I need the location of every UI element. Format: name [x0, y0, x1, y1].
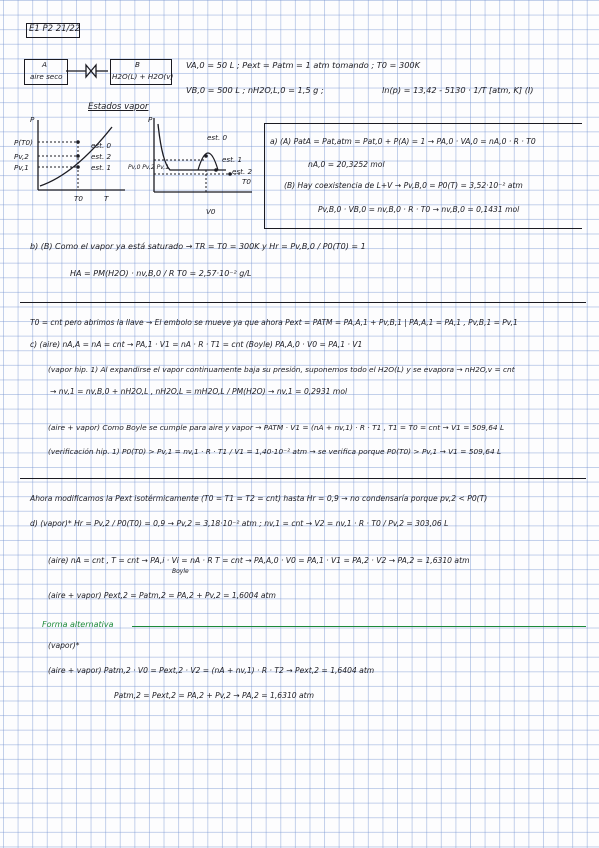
- part-d-boyle-note: Boyle: [172, 568, 189, 575]
- box-b-label: B: [135, 60, 140, 69]
- header-tag: E1 P2 21/22: [29, 24, 81, 34]
- left-graph-est-0: est. 0: [91, 141, 112, 150]
- part-d-line-4: (aire + vapor) Pext,2 = Patm,2 = PA,2 + Pv,2 = 1,6004 atm: [48, 591, 276, 600]
- part-a-box-top: [264, 123, 582, 124]
- part-a-box-left: [264, 123, 265, 228]
- box-a-content: aire seco: [30, 72, 63, 81]
- box-a-label: A: [42, 60, 47, 69]
- graph-title: Estados vapor: [88, 102, 149, 112]
- left-graph-tick-y3: Pv,1: [14, 163, 29, 172]
- left-graph-tick-y2: Pv,2: [14, 152, 29, 161]
- divider-1: [20, 302, 586, 303]
- part-a-line-4: Pv,B,0 · VB,0 = nv,B,0 · R · T0 → nv,B,0 = 0,1431 mol: [318, 205, 520, 214]
- part-a-line-2: nA,0 = 20,3252 mol: [308, 160, 385, 169]
- right-graph-side: Pv,0 Pv,2 Pv,1: [128, 164, 170, 171]
- part-d-line-2: d) (vapor)* Hr = Pv,2 / P0(T0) = 0,9 → Pv,2 = 3,18·10⁻² atm ; nv,1 = cnt → V2 = nv,1 · R · T0 / Pv,2 = 303,06 L: [30, 519, 449, 528]
- left-graph-est-1: est. 1: [91, 163, 112, 172]
- alt-form-title: Forma alternativa: [42, 620, 114, 629]
- part-b-line-1: b) (B) Como el vapor ya está saturado → TR = T0 = 300K y Hr = Pv,B,0 / P0(T0) = 1: [30, 242, 366, 251]
- part-b-line-2: HA = PM(H2O) · nv,B,0 / R T0 = 2,57·10⁻² g/L: [70, 269, 252, 278]
- divider-2: [20, 478, 586, 479]
- right-graph-axis-p: P: [148, 115, 153, 124]
- part-c-line-2: c) (aire) nA,A = nA = cnt → PA,1 · V1 = nA · R · T1 = cnt (Boyle) PA,A,0 · V0 = PA,1 · V1: [30, 340, 363, 349]
- right-graph-t0: T0: [242, 177, 251, 186]
- part-a-line-3: (B) Hay coexistencia de L+V → Pv,B,0 = P0(T) = 3,52·10⁻² atm: [284, 181, 523, 190]
- givens-line-1: VA,0 = 50 L ; Pext = Patm = 1 atm tomando ; T0 = 300K: [186, 60, 420, 70]
- givens-line-3: ln(p) = 13,42 - 5130 · 1/T [atm, K] (I): [382, 85, 534, 95]
- part-c-line-5: (aire + vapor) Como Boyle se cumple para aire y vapor → PATM · V1 = (nA + nv,1) · R · T1 , T1 = T0 = cnt → V1 = 509,64 L: [48, 423, 505, 432]
- left-graph-tick-y1: P(T0): [14, 138, 33, 147]
- part-c-line-6: (verificación hip. 1) P0(T0) > Pv,1 = nv,1 · R · T1 / V1 = 1,40·10⁻² atm → se verifica porque P0(T0) > Pv,1 → V1 = 509,64 L: [48, 447, 502, 456]
- part-d-line-3: (aire) nA = cnt , T = cnt → PA,i · Vi = nA · R T = cnt → PA,A,0 · V0 = PA,1 · V1 = PA,2 · V2 → PA,2 = 1,6310 atm: [48, 556, 470, 565]
- part-d-line-6: (aire + vapor) Patm,2 · V0 = Pext,2 · V2 = (nA + nv,1) · R · T2 → Pext,2 = 1,6404 atm: [48, 666, 375, 675]
- right-graph-est-1: est. 1: [222, 155, 243, 164]
- box-b-content: H2O(L) + H2O(v): [112, 72, 174, 81]
- part-c-line-4: → nv,1 = nv,B,0 + nH2O,L , nH2O,L = mH2O,L / PM(H2O) → nv,1 = 0,2931 mol: [50, 387, 348, 396]
- part-a-line-1: a) (A) PatA = Pat,atm = Pat,0 + P(A) = 1 → PA,0 · VA,0 = nA,0 · R · T0: [270, 137, 536, 146]
- left-graph-axis-p: P: [30, 115, 35, 124]
- valve-icon: [76, 63, 106, 79]
- givens-line-2: VB,0 = 500 L ; nH2O,L,0 = 1,5 g ;: [186, 85, 324, 95]
- part-c-line-3: (vapor hip. 1) Al expandirse el vapor continuamente baja su presión, suponemos todo el H2O(L) y se evapora → nH2O,v = cnt: [48, 365, 515, 374]
- part-d-line-5: (vapor)*: [48, 641, 80, 650]
- right-graph-est-2: est. 2: [232, 167, 253, 176]
- left-graph-axis-t: T: [104, 194, 109, 203]
- part-c-line-1: T0 = cnt pero abrimos la llave → El embolo se mueve ya que ahora Pext = PATM = PA,A,1 + Pv,B,1 | PA,A,1 = PA,1 , Pv,B,1 = Pv,1: [30, 318, 518, 327]
- part-d-line-7: Patm,2 = Pext,2 = PA,2 + Pv,2 → PA,2 = 1,6310 atm: [114, 691, 315, 700]
- left-graph-tick-x: T0: [74, 194, 83, 203]
- alt-form-divider: [132, 626, 586, 627]
- part-a-box-bottom: [264, 228, 582, 229]
- left-graph-est-2: est. 2: [91, 152, 112, 161]
- right-graph-bottom: V0: [206, 207, 216, 216]
- right-graph-est-0: est. 0: [207, 133, 228, 142]
- part-d-line-1: Ahora modificamos la Pext isotérmicamente (T0 = T1 = T2 = cnt) hasta Hr = 0,9 → no condensaría porque pv,2 < P0(T): [30, 494, 488, 503]
